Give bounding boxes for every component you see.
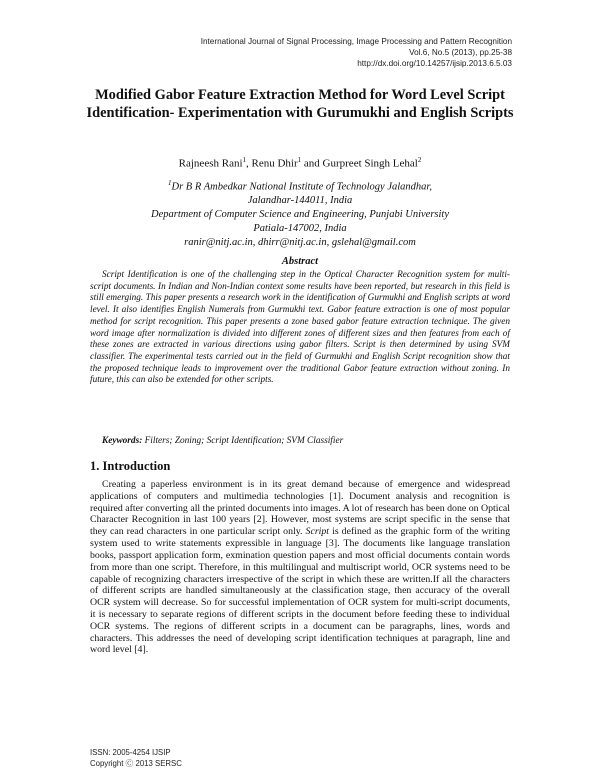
affiliations [80,177,520,249]
author-affiliation-mark: 1 [242,156,247,164]
journal-doi-link[interactable]: http://dx.doi.org/10.14257/ijsip.2013.6.5.03 [357,59,512,68]
affiliation-line: Patiala-147002, India [253,222,347,234]
author-affiliation-mark: 1 [297,156,302,164]
affiliation-line: $^1$Dr B R Ambedkar National Institute of Technology Jalandhar, [168,179,432,193]
abstract-heading: Abstract [281,256,319,267]
issn: ISSN: 2005-4254 IJSIP [90,748,171,757]
author-name: Rajneesh Rani [178,157,243,170]
affiliation-line: Department of Computer Science and Engineering, Punjabi University [150,209,450,221]
paper-title: Modified Gabor Feature Extraction Method for Word Level Script Identification- Experimentation with Gurumukhi and English Scripts [86,87,514,121]
journal-header [112,36,512,69]
keywords-label: Keywords: [102,436,143,446]
journal-volume: Vol.6, No.5 (2013), pp.25-38 [409,48,512,57]
author-affiliation-mark: 2 [417,156,422,164]
journal-name: International Journal of Signal Processing, Image Processing and Pattern Recognition [200,37,512,46]
section-heading-introduction: 1. Introduction [90,459,171,473]
author-name: Renu Dhir [251,157,298,170]
copyright: Copyright Ⓒ 2013 SERSC [90,759,182,768]
page-footer [90,747,390,769]
affiliation-mark: 1 [168,179,172,187]
introduction-paragraph: Creating a paperless environment is in its great demand because of emergence and widespread applications of computers and multimedia technologies [1]. Document analysis and recognition is required after converting all the printed documents into images. A lot of research has been done on Optical Character Recognition in last 100 years [2]. However, most systems are script specific in the sense that they can read characters in one particular script only. Script is defined as the graphic form of the writing system used to write statements expressible in language [3]. The documents like language translation books, passport application form, exmination question papers and most official documents contain words from more than one script. Therefore, in this multilingual and multiscript world, OCR systems need to be capable of recognizing characters irrespective of the script in which these are written.If all the characters of different scripts are handled simultaneously at the classification stage, then accuracy of the overall OCR system will decrease. So for successful implementation of OCR system for multi-script documents, it is necessary to separate regions of different scripts in the document before feeding these to individual OCR systems. The regions of different scripts in a document can be paragraphs, lines, words and characters. This addresses the need of developing script identification techniques at paragraph, line and word level [4]. [90,479,510,656]
keywords-text: Filters; Zoning; Script Identification; SVM Classifier [142,436,344,446]
author-separator: , [246,157,252,170]
emphasized-term: Script [305,526,330,538]
author-list [80,153,520,171]
keywords [102,435,522,447]
affiliation-line: Jalandhar-144011, India [247,195,353,207]
author-name: and Gurpreet Singh Lehal [301,157,418,170]
author-emails: ranir@nitj.ac.in, dhirr@nitj.ac.in, gslehal@gmail.com [184,236,416,248]
abstract-text: Script Identification is one of the challenging step in the Optical Character Recognition system for multi-script documents. In Indian and Non-Indian context some results have been reported, but research in this field is still emerging. This paper presents a research work in the identification of Gurmukhi and English scripts at word level. It also identifies English Numerals from Gurmukhi text. Gabor feature extraction is one of most popular method for script recognition. This paper presents a zone based gabor feature extraction technique. The given word image after normalization is divided into different zones of different sizes and then features from each of these zones are extracted in various directions using gabor filters. Script is then determined by using SVM classifier. The experimental tests carried out in the field of Gurmukhi and English Script recognition show that the proposed technique leads to improvement over the traditional Gabor feature extraction without zoning. In future, this can also be extended for other scripts. [90,270,510,386]
